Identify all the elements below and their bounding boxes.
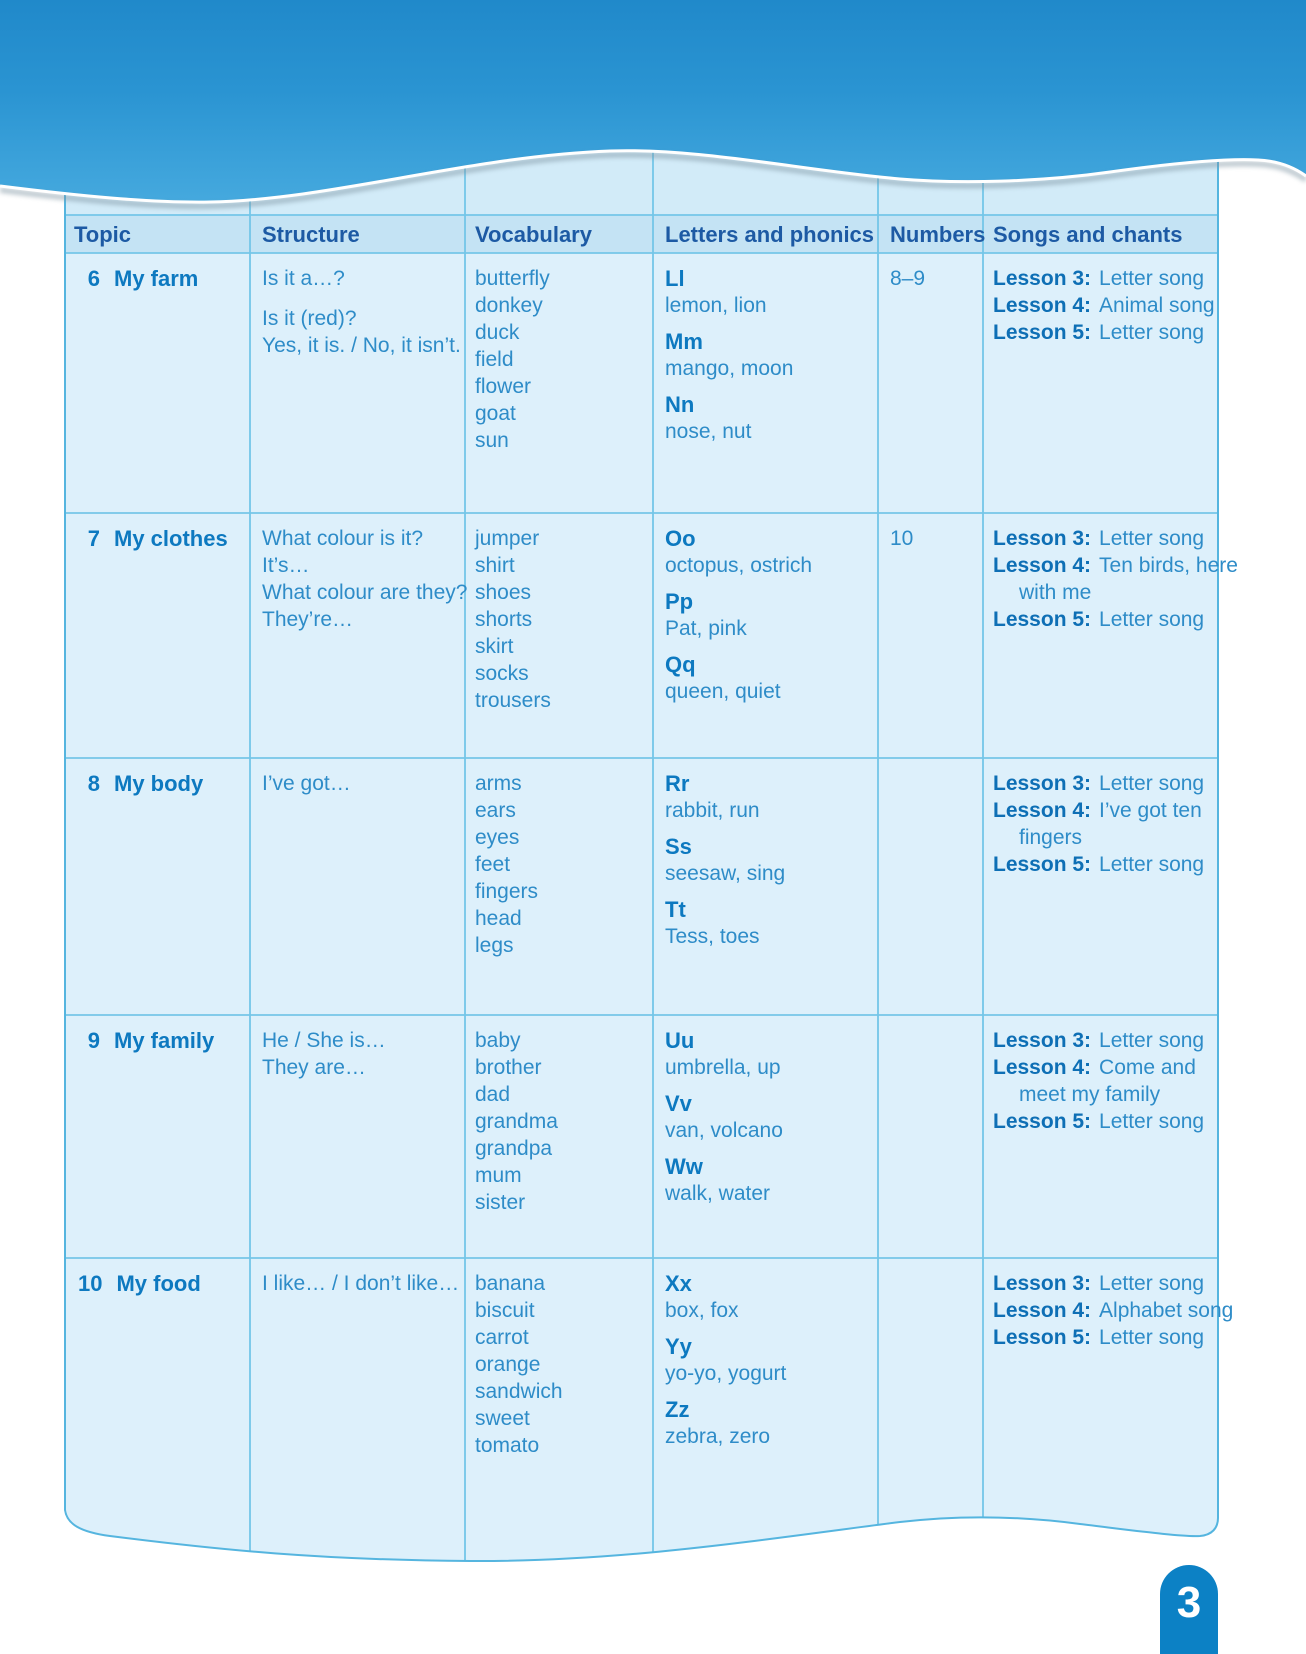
row-songs <box>993 525 1247 633</box>
letter-words: Pat, pink <box>665 617 747 640</box>
lesson-label: Lesson 5: <box>993 608 1092 631</box>
letter-pair: Qq <box>665 652 696 677</box>
lesson-label: Lesson 4: <box>993 294 1092 317</box>
letter-group <box>665 1396 786 1450</box>
letter-group <box>665 770 785 824</box>
row-structure <box>262 1027 386 1081</box>
letter-group <box>665 833 785 887</box>
vocab-word: sandwich <box>475 1380 563 1403</box>
column-header-numbers: Numbers <box>890 222 986 247</box>
row-numbers: 10 <box>890 527 914 550</box>
structure-line: They’re… <box>262 608 354 631</box>
song-line <box>993 770 1247 797</box>
vocab-word: jumper <box>475 527 540 550</box>
header-wave <box>0 0 1306 240</box>
letter-pair: Xx <box>665 1271 692 1296</box>
vocab-word: legs <box>475 934 514 957</box>
letter-pair: Ww <box>665 1154 703 1179</box>
topic-number: 9 <box>87 1028 100 1053</box>
song-line <box>993 1054 1247 1108</box>
row-numbers: 8–9 <box>890 267 926 290</box>
column-header-structure: Structure <box>262 222 360 247</box>
column-header-vocabulary: Vocabulary <box>475 222 592 247</box>
song-title: Letter song <box>1099 267 1205 290</box>
letter-pair: Nn <box>665 392 695 417</box>
letter-pair: Mm <box>665 329 703 354</box>
row-vocabulary <box>475 525 551 714</box>
column-header-letters: Letters and phonics <box>665 222 875 247</box>
song-line <box>993 1270 1247 1297</box>
song-title: Letter song <box>1099 321 1205 344</box>
vocab-word: flower <box>475 375 532 398</box>
row-vocabulary <box>475 770 538 959</box>
vocab-word: head <box>475 907 522 930</box>
vocab-word: skirt <box>475 635 514 658</box>
letter-pair: Yy <box>665 1334 692 1359</box>
vocab-word: ears <box>475 799 516 822</box>
column-header-songs: Songs and chants <box>993 222 1183 247</box>
topic-name: My body <box>114 771 204 796</box>
letter-group <box>665 1153 783 1207</box>
song-title: Animal song <box>1099 294 1215 317</box>
structure-line: He / She is… <box>262 1029 386 1052</box>
letter-group <box>665 896 785 950</box>
vocab-word: biscuit <box>475 1299 535 1322</box>
song-title: Letter song <box>1099 1110 1205 1133</box>
vocab-word: eyes <box>475 826 520 849</box>
row-songs <box>993 1270 1247 1351</box>
vocab-word: sweet <box>475 1407 530 1430</box>
lesson-label: Lesson 3: <box>993 267 1092 290</box>
vocab-word: shorts <box>475 608 533 631</box>
song-line <box>993 1324 1247 1351</box>
song-line <box>993 265 1247 292</box>
letter-group <box>665 1270 786 1324</box>
song-title: Alphabet song <box>1099 1299 1234 1322</box>
lesson-label: Lesson 3: <box>993 1272 1092 1295</box>
vocab-word: sun <box>475 429 509 452</box>
structure-line: I’ve got… <box>262 772 351 795</box>
lesson-label: Lesson 4: <box>993 1056 1092 1079</box>
letter-words: octopus, ostrich <box>665 554 813 577</box>
song-title: Ten birds, here with me <box>1019 554 1238 604</box>
row-topic <box>78 1270 201 1297</box>
song-line <box>993 797 1247 851</box>
vocab-word: tomato <box>475 1434 540 1457</box>
row-songs <box>993 265 1247 346</box>
lesson-label: Lesson 5: <box>993 853 1092 876</box>
letter-words: rabbit, run <box>665 799 760 822</box>
letter-words: zebra, zero <box>665 1425 771 1448</box>
lesson-label: Lesson 4: <box>993 1299 1092 1322</box>
song-title: Letter song <box>1099 1029 1205 1052</box>
topic-number: 10 <box>78 1271 103 1296</box>
letter-words: box, fox <box>665 1299 739 1322</box>
lesson-label: Lesson 3: <box>993 1029 1092 1052</box>
vocab-word: banana <box>475 1272 546 1295</box>
letter-pair: Oo <box>665 526 696 551</box>
song-title: Letter song <box>1099 772 1205 795</box>
vocab-word: dad <box>475 1083 511 1106</box>
row-topic <box>78 770 203 797</box>
vocab-word: socks <box>475 662 529 685</box>
letter-group <box>665 391 793 445</box>
row-structure <box>262 265 461 359</box>
row-structure <box>262 770 351 797</box>
vocab-word: field <box>475 348 514 371</box>
row-vocabulary <box>475 1027 558 1216</box>
row-vocabulary <box>475 1270 563 1459</box>
vocab-word: grandma <box>475 1110 558 1133</box>
vocab-word: baby <box>475 1029 521 1052</box>
vocab-word: feet <box>475 853 511 876</box>
vocab-word: orange <box>475 1353 541 1376</box>
song-title: Letter song <box>1099 853 1205 876</box>
row-vocabulary <box>475 265 550 454</box>
song-line <box>993 606 1247 633</box>
page-number-tab <box>1160 1565 1218 1654</box>
row-songs <box>993 770 1247 878</box>
vocab-word: shirt <box>475 554 515 577</box>
lesson-label: Lesson 5: <box>993 1110 1092 1133</box>
vocab-word: butterfly <box>475 267 550 290</box>
row-letters <box>665 1270 786 1459</box>
vocab-word: fingers <box>475 880 539 903</box>
letter-group <box>665 525 812 579</box>
letter-group <box>665 265 793 319</box>
structure-line: I like… / I don’t like… <box>262 1272 460 1295</box>
column-header-topic: Topic <box>74 222 132 247</box>
topic-number: 8 <box>87 771 100 796</box>
vocab-word: carrot <box>475 1326 529 1349</box>
song-title: Letter song <box>1099 1272 1205 1295</box>
vocab-word: goat <box>475 402 516 425</box>
topic-name: My clothes <box>114 526 228 551</box>
vocab-word: trousers <box>475 689 551 712</box>
song-line <box>993 319 1247 346</box>
letter-words: walk, water <box>665 1182 771 1205</box>
song-title: I’ve got ten fingers <box>1019 799 1202 849</box>
song-line <box>993 1297 1247 1324</box>
page-number: 3 <box>1176 1578 1202 1627</box>
song-line <box>993 1027 1247 1054</box>
topic-name: My family <box>114 1028 215 1053</box>
letter-words: seesaw, sing <box>665 862 786 885</box>
letter-pair: Ss <box>665 834 692 859</box>
letter-pair: Tt <box>665 897 686 922</box>
structure-line: It’s… <box>262 554 310 577</box>
row-structure <box>262 1270 459 1297</box>
letter-pair: Pp <box>665 589 694 614</box>
letter-pair: Rr <box>665 771 690 796</box>
letter-group <box>665 1333 786 1387</box>
letter-pair: Zz <box>665 1397 690 1422</box>
lesson-label: Lesson 3: <box>993 527 1092 550</box>
letter-group <box>665 328 793 382</box>
letter-words: mango, moon <box>665 357 794 380</box>
song-line <box>993 552 1247 606</box>
lesson-label: Lesson 4: <box>993 554 1092 577</box>
row-structure <box>262 525 467 633</box>
letter-words: umbrella, up <box>665 1056 781 1079</box>
topic-name: My food <box>116 1271 201 1296</box>
vocab-word: grandpa <box>475 1137 553 1160</box>
row-topic <box>78 525 228 552</box>
lesson-label: Lesson 4: <box>993 799 1092 822</box>
topic-name: My farm <box>114 266 199 291</box>
structure-line: They are… <box>262 1056 366 1079</box>
topic-number: 7 <box>87 526 100 551</box>
letter-group <box>665 1027 783 1081</box>
song-line <box>993 851 1247 878</box>
row-topic <box>78 265 198 292</box>
letter-words: yo-yo, yogurt <box>665 1362 787 1385</box>
song-title: Letter song <box>1099 608 1205 631</box>
vocab-word: mum <box>475 1164 522 1187</box>
song-line <box>993 525 1247 552</box>
structure-line: What colour are they? <box>262 581 468 604</box>
vocab-word: duck <box>475 321 520 344</box>
structure-line: Yes, it is. / No, it isn’t. <box>262 334 461 357</box>
song-line <box>993 1108 1247 1135</box>
topic-number: 6 <box>87 266 100 291</box>
letter-pair: Ll <box>665 266 685 291</box>
row-topic <box>78 1027 214 1054</box>
song-title: Letter song <box>1099 527 1205 550</box>
row-letters <box>665 1027 783 1216</box>
vocab-word: donkey <box>475 294 543 317</box>
row-songs <box>993 1027 1247 1135</box>
vocab-word: arms <box>475 772 522 795</box>
lesson-label: Lesson 5: <box>993 321 1092 344</box>
letter-group <box>665 1090 783 1144</box>
letter-pair: Uu <box>665 1028 695 1053</box>
structure-line: Is it (red)? <box>262 307 357 330</box>
structure-line: Is it a…? <box>262 267 345 290</box>
letter-words: lemon, lion <box>665 294 767 317</box>
vocab-word: brother <box>475 1056 542 1079</box>
vocab-word: shoes <box>475 581 532 604</box>
structure-line: What colour is it? <box>262 527 424 550</box>
letter-words: Tess, toes <box>665 925 760 948</box>
letter-words: van, volcano <box>665 1119 783 1142</box>
letter-pair: Vv <box>665 1091 692 1116</box>
row-letters <box>665 770 785 959</box>
letter-words: queen, quiet <box>665 680 781 703</box>
letter-group <box>665 651 812 705</box>
vocab-word: sister <box>475 1191 526 1214</box>
lesson-label: Lesson 5: <box>993 1326 1092 1349</box>
song-title: Letter song <box>1099 1326 1205 1349</box>
letter-words: nose, nut <box>665 420 752 443</box>
row-letters <box>665 525 812 714</box>
song-title: Come and meet my family <box>1019 1056 1196 1106</box>
song-line <box>993 292 1247 319</box>
lesson-label: Lesson 3: <box>993 772 1092 795</box>
row-letters <box>665 265 793 454</box>
letter-group <box>665 588 812 642</box>
